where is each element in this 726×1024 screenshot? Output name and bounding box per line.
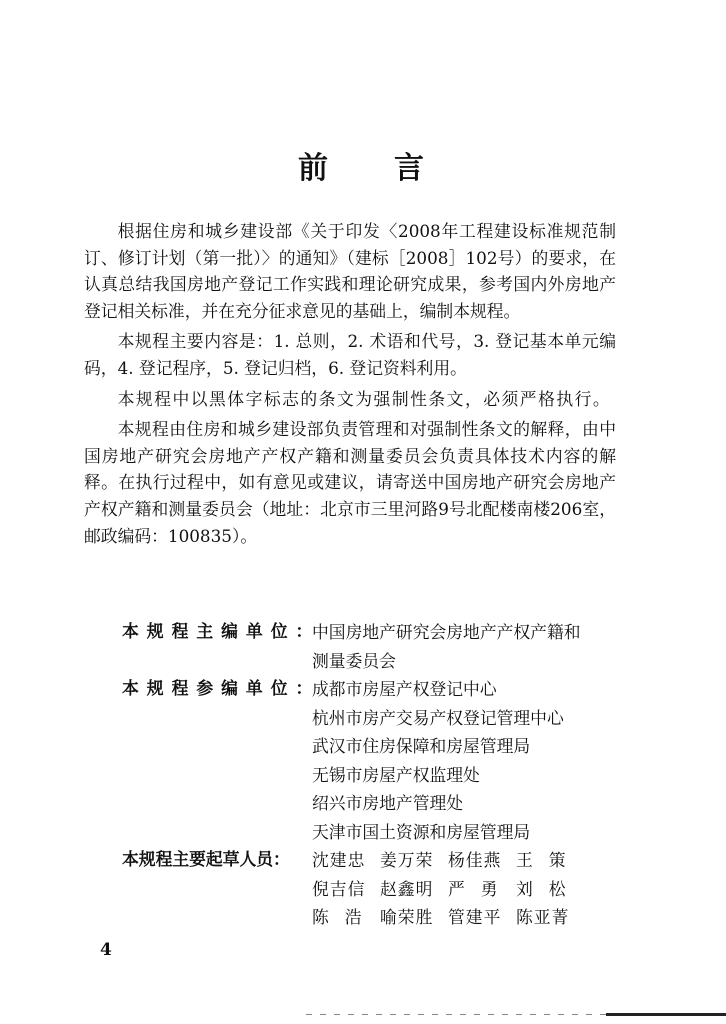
chief-editor-label: 本规程主编单位： bbox=[122, 621, 321, 641]
preface-body bbox=[84, 218, 616, 553]
drafter-name: 陈亚菁 bbox=[516, 907, 570, 927]
chief-editor-values bbox=[312, 618, 642, 675]
paragraph-contents: 本规程主要内容是：1. 总则，2. 术语和代号，3. 登记基本单元编码，4. 登记程序，5. 登记归档，6. 登记资料利用。 bbox=[84, 331, 616, 378]
drafter-name: 管建平 bbox=[448, 907, 502, 927]
paragraph-basis: 根据住房和城乡建设部《关于印发〈2008年工程建设标准规范制订、修订计划（第一批）〉的通知》（建标［2008］102号）的要求，在认真总结我国房地产登记工作实践和理论研究成果，参考国内外房地产登记相关标准，并在充分征求意见的基础上，编制本规程。 bbox=[84, 221, 616, 321]
drafters-label: 本规程主要起草人员： bbox=[122, 849, 290, 869]
drafter-name: 姜万荣 bbox=[380, 850, 434, 870]
drafter-name: 王策 bbox=[516, 850, 582, 870]
drafters-names bbox=[312, 846, 584, 932]
page-number: 4 bbox=[100, 940, 112, 960]
chief-editor-line: 中国房地产研究会房地产产权产籍和 bbox=[312, 622, 581, 642]
paragraph-mandatory: 本规程中以黑体字标志的条文为强制性条文，必须严格执行。 bbox=[117, 388, 612, 409]
drafter-name: 喻荣胜 bbox=[380, 907, 434, 927]
chief-editor-line: 测量委员会 bbox=[312, 650, 396, 671]
participating-unit: 天津市国土资源和房屋管理局 bbox=[312, 821, 531, 842]
drafter-name: 陈浩 bbox=[312, 907, 378, 927]
drafter-name: 刘松 bbox=[516, 878, 582, 899]
drafters-row bbox=[312, 903, 584, 932]
participating-units-values bbox=[312, 675, 642, 846]
participating-units-label: 本规程参编单位： bbox=[122, 678, 321, 698]
paragraph-management: 本规程由住房和城乡建设部负责管理和对强制性条文的解释，由中国房地产研究会房地产产权产籍和测量委员会负责具体技术内容的解释。在执行过程中，如有意见或建议，请寄送中国房地产研究会房地产产权产籍和测量委员会（地址：北京市三里河路9号北配楼南楼206室，邮政编码：100835）。 bbox=[84, 419, 616, 546]
drafter-name: 杨佳燕 bbox=[448, 850, 502, 870]
page-title bbox=[0, 143, 726, 187]
drafter-name: 赵鑫明 bbox=[380, 878, 434, 899]
scan-edge-rule bbox=[606, 1013, 726, 1016]
participating-unit: 绍兴市房地产管理处 bbox=[312, 793, 464, 813]
drafter-name: 倪吉信 bbox=[312, 878, 366, 899]
title-char-1: 前 bbox=[298, 151, 332, 186]
drafters-row bbox=[312, 875, 584, 904]
participating-unit: 武汉市住房保障和房屋管理局 bbox=[312, 736, 531, 756]
participating-unit: 成都市房屋产权登记中心 bbox=[312, 679, 497, 699]
participating-unit: 无锡市房屋产权监理处 bbox=[312, 764, 480, 785]
drafters-row bbox=[312, 846, 584, 875]
drafter-name: 沈建忠 bbox=[312, 850, 366, 870]
drafter-name: 严勇 bbox=[448, 878, 514, 899]
scan-edge-dash bbox=[306, 1014, 606, 1015]
participating-unit: 杭州市房产交易产权登记管理中心 bbox=[312, 707, 564, 728]
title-char-2: 言 bbox=[394, 151, 428, 186]
